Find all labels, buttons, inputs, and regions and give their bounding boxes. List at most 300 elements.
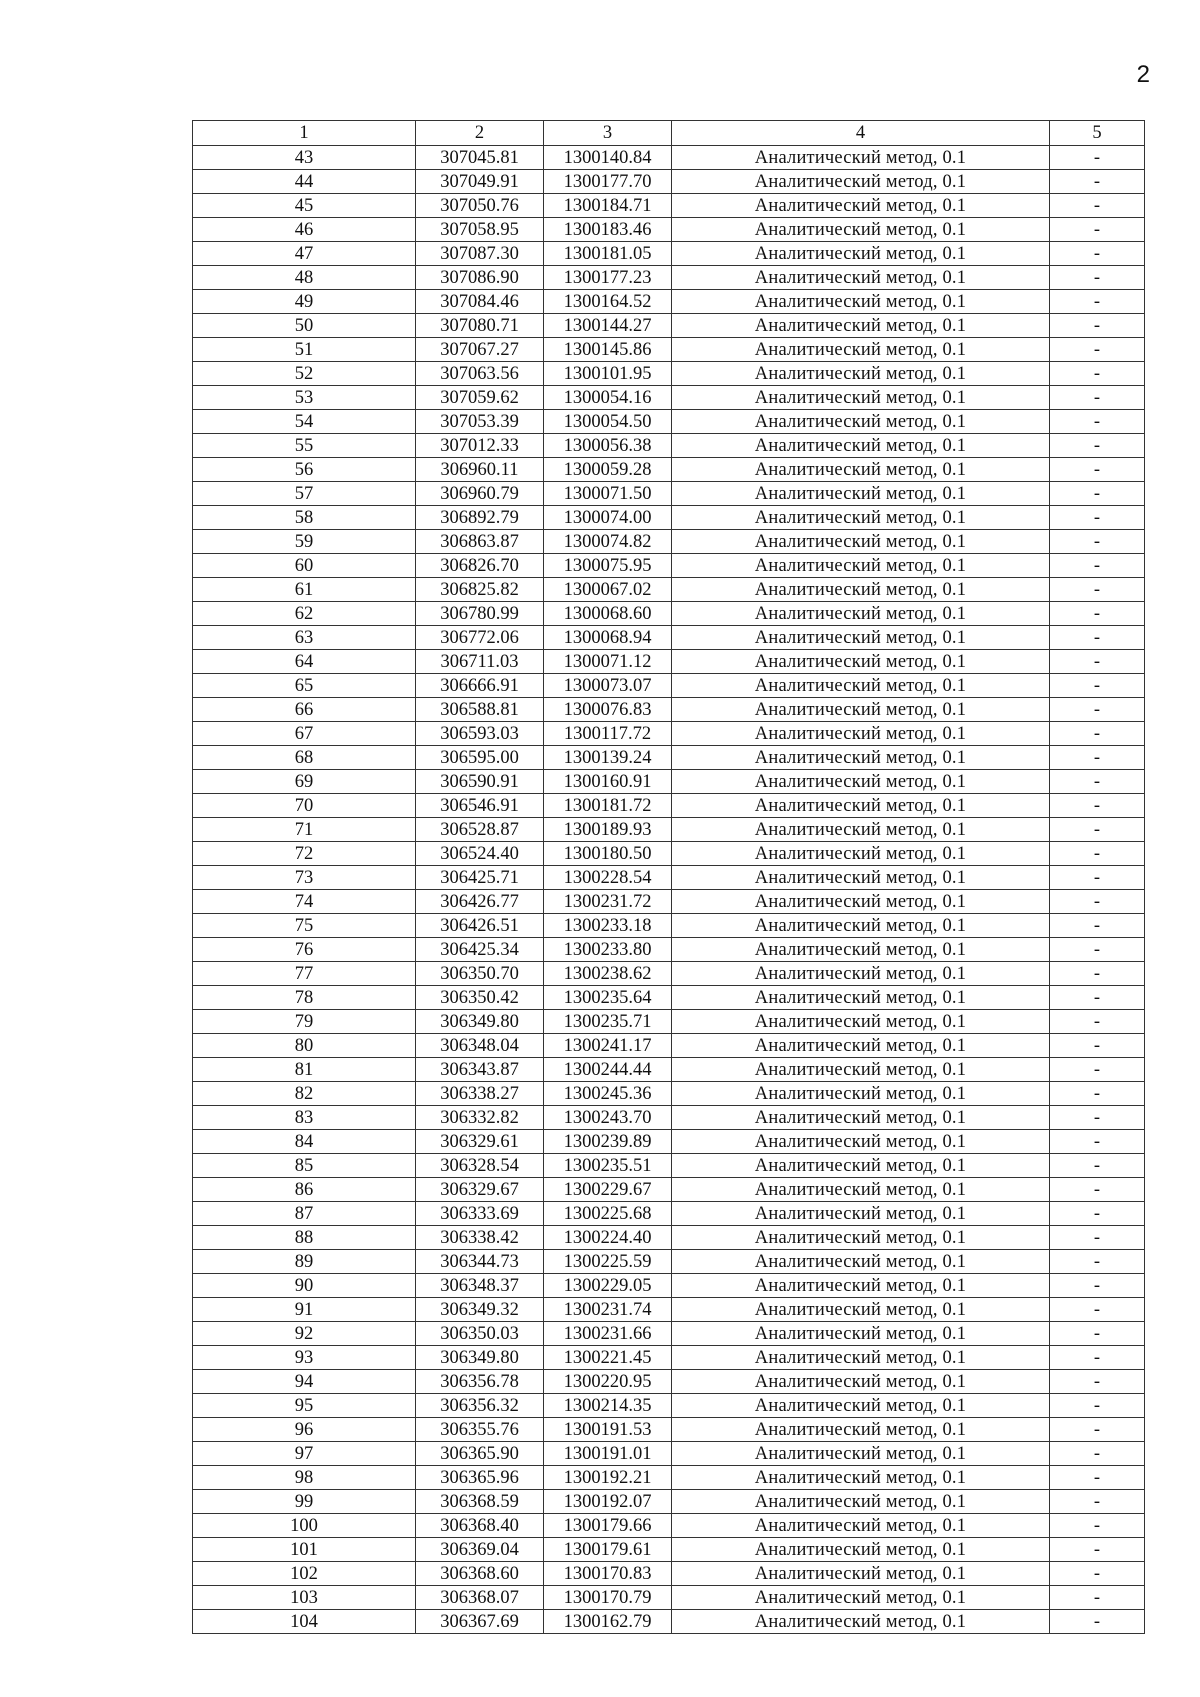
table-row: [193, 1298, 1145, 1322]
coordinate-y-cell: 1300192.07: [544, 1490, 672, 1514]
coordinate-x-cell: 307053.39: [416, 410, 544, 434]
note-cell: -: [1050, 818, 1145, 842]
table-row: [193, 1562, 1145, 1586]
point-number-cell: 77: [193, 962, 416, 986]
coordinate-x-cell: 306332.82: [416, 1106, 544, 1130]
method-cell: Аналитический метод, 0.1: [672, 578, 1050, 602]
note-cell: -: [1050, 146, 1145, 170]
method-cell: Аналитический метод, 0.1: [672, 506, 1050, 530]
table-row: [193, 674, 1145, 698]
coordinate-y-cell: 1300177.23: [544, 266, 672, 290]
method-cell: Аналитический метод, 0.1: [672, 1154, 1050, 1178]
table-row: [193, 1610, 1145, 1634]
method-cell: Аналитический метод, 0.1: [672, 338, 1050, 362]
method-cell: Аналитический метод, 0.1: [672, 650, 1050, 674]
table-row: [193, 1058, 1145, 1082]
table-row: [193, 1442, 1145, 1466]
method-cell: Аналитический метод, 0.1: [672, 1130, 1050, 1154]
point-number-cell: 44: [193, 170, 416, 194]
coordinate-x-cell: 306825.82: [416, 578, 544, 602]
table-row: [193, 146, 1145, 170]
note-cell: -: [1050, 674, 1145, 698]
table-row: [193, 914, 1145, 938]
coordinate-x-cell: 306960.79: [416, 482, 544, 506]
table-row: [193, 1010, 1145, 1034]
coordinate-x-cell: 307049.91: [416, 170, 544, 194]
coordinate-y-cell: 1300145.86: [544, 338, 672, 362]
coordinate-x-cell: 306368.40: [416, 1514, 544, 1538]
point-number-cell: 94: [193, 1370, 416, 1394]
point-number-cell: 45: [193, 194, 416, 218]
coordinate-x-cell: 306780.99: [416, 602, 544, 626]
method-cell: Аналитический метод, 0.1: [672, 458, 1050, 482]
coordinate-x-cell: 306338.27: [416, 1082, 544, 1106]
table-row: [193, 1226, 1145, 1250]
point-number-cell: 96: [193, 1418, 416, 1442]
point-number-cell: 86: [193, 1178, 416, 1202]
coordinate-x-cell: 306348.37: [416, 1274, 544, 1298]
column-header: 3: [544, 121, 672, 146]
coordinate-y-cell: 1300177.70: [544, 170, 672, 194]
coordinate-x-cell: 306338.42: [416, 1226, 544, 1250]
note-cell: -: [1050, 1490, 1145, 1514]
note-cell: -: [1050, 626, 1145, 650]
method-cell: Аналитический метод, 0.1: [672, 938, 1050, 962]
coordinate-x-cell: 306329.61: [416, 1130, 544, 1154]
table-row: [193, 866, 1145, 890]
coordinate-y-cell: 1300192.21: [544, 1466, 672, 1490]
coordinates-table: [192, 120, 1145, 1634]
coordinate-y-cell: 1300224.40: [544, 1226, 672, 1250]
point-number-cell: 85: [193, 1154, 416, 1178]
coordinate-x-cell: 306349.80: [416, 1346, 544, 1370]
coordinate-y-cell: 1300225.59: [544, 1250, 672, 1274]
table-header-row: [193, 121, 1145, 146]
note-cell: -: [1050, 434, 1145, 458]
method-cell: Аналитический метод, 0.1: [672, 410, 1050, 434]
point-number-cell: 91: [193, 1298, 416, 1322]
coordinate-x-cell: 306546.91: [416, 794, 544, 818]
coordinate-y-cell: 1300238.62: [544, 962, 672, 986]
point-number-cell: 54: [193, 410, 416, 434]
coordinate-x-cell: 306772.06: [416, 626, 544, 650]
method-cell: Аналитический метод, 0.1: [672, 1562, 1050, 1586]
table-row: [193, 1322, 1145, 1346]
coordinate-y-cell: 1300191.53: [544, 1418, 672, 1442]
coordinate-x-cell: 306426.77: [416, 890, 544, 914]
method-cell: Аналитический метод, 0.1: [672, 290, 1050, 314]
method-cell: Аналитический метод, 0.1: [672, 242, 1050, 266]
coordinate-y-cell: 1300183.46: [544, 218, 672, 242]
table-row: [193, 1274, 1145, 1298]
coordinate-y-cell: 1300231.66: [544, 1322, 672, 1346]
coordinate-x-cell: 306356.78: [416, 1370, 544, 1394]
table-row: [193, 266, 1145, 290]
table-row: [193, 770, 1145, 794]
point-number-cell: 102: [193, 1562, 416, 1586]
point-number-cell: 58: [193, 506, 416, 530]
method-cell: Аналитический метод, 0.1: [672, 986, 1050, 1010]
coordinate-x-cell: 307045.81: [416, 146, 544, 170]
coordinate-x-cell: 307063.56: [416, 362, 544, 386]
note-cell: -: [1050, 1370, 1145, 1394]
note-cell: -: [1050, 1202, 1145, 1226]
point-number-cell: 82: [193, 1082, 416, 1106]
coordinate-y-cell: 1300220.95: [544, 1370, 672, 1394]
method-cell: Аналитический метод, 0.1: [672, 1514, 1050, 1538]
point-number-cell: 98: [193, 1466, 416, 1490]
coordinate-x-cell: 307087.30: [416, 242, 544, 266]
method-cell: Аналитический метод, 0.1: [672, 722, 1050, 746]
coordinate-y-cell: 1300074.82: [544, 530, 672, 554]
table-row: [193, 1154, 1145, 1178]
method-cell: Аналитический метод, 0.1: [672, 674, 1050, 698]
note-cell: -: [1050, 242, 1145, 266]
point-number-cell: 53: [193, 386, 416, 410]
note-cell: -: [1050, 842, 1145, 866]
method-cell: Аналитический метод, 0.1: [672, 794, 1050, 818]
coordinate-x-cell: 306349.80: [416, 1010, 544, 1034]
point-number-cell: 88: [193, 1226, 416, 1250]
note-cell: -: [1050, 1538, 1145, 1562]
point-number-cell: 51: [193, 338, 416, 362]
table-row: [193, 482, 1145, 506]
point-number-cell: 47: [193, 242, 416, 266]
coordinate-x-cell: 306426.51: [416, 914, 544, 938]
coordinate-y-cell: 1300241.17: [544, 1034, 672, 1058]
coordinate-y-cell: 1300054.16: [544, 386, 672, 410]
coordinate-x-cell: 306328.54: [416, 1154, 544, 1178]
coordinate-x-cell: 306367.69: [416, 1610, 544, 1634]
method-cell: Аналитический метод, 0.1: [672, 1322, 1050, 1346]
point-number-cell: 60: [193, 554, 416, 578]
coordinate-x-cell: 306588.81: [416, 698, 544, 722]
coordinate-x-cell: 306368.59: [416, 1490, 544, 1514]
coordinate-x-cell: 306350.70: [416, 962, 544, 986]
note-cell: -: [1050, 266, 1145, 290]
coordinate-y-cell: 1300074.00: [544, 506, 672, 530]
note-cell: -: [1050, 1058, 1145, 1082]
note-cell: -: [1050, 362, 1145, 386]
note-cell: -: [1050, 194, 1145, 218]
table-row: [193, 1178, 1145, 1202]
point-number-cell: 56: [193, 458, 416, 482]
method-cell: Аналитический метод, 0.1: [672, 1178, 1050, 1202]
point-number-cell: 78: [193, 986, 416, 1010]
table-row: [193, 794, 1145, 818]
note-cell: -: [1050, 1226, 1145, 1250]
method-cell: Аналитический метод, 0.1: [672, 1490, 1050, 1514]
coordinate-y-cell: 1300221.45: [544, 1346, 672, 1370]
coordinate-x-cell: 306892.79: [416, 506, 544, 530]
point-number-cell: 104: [193, 1610, 416, 1634]
coordinate-x-cell: 306666.91: [416, 674, 544, 698]
coordinate-x-cell: 307086.90: [416, 266, 544, 290]
table-row: [193, 170, 1145, 194]
method-cell: Аналитический метод, 0.1: [672, 962, 1050, 986]
table-row: [193, 938, 1145, 962]
point-number-cell: 55: [193, 434, 416, 458]
note-cell: -: [1050, 1130, 1145, 1154]
point-number-cell: 84: [193, 1130, 416, 1154]
coordinate-y-cell: 1300179.66: [544, 1514, 672, 1538]
method-cell: Аналитический метод, 0.1: [672, 146, 1050, 170]
point-number-cell: 73: [193, 866, 416, 890]
method-cell: Аналитический метод, 0.1: [672, 194, 1050, 218]
table-row: [193, 626, 1145, 650]
note-cell: -: [1050, 578, 1145, 602]
coordinate-y-cell: 1300181.72: [544, 794, 672, 818]
coordinate-y-cell: 1300068.60: [544, 602, 672, 626]
method-cell: Аналитический метод, 0.1: [672, 1466, 1050, 1490]
method-cell: Аналитический метод, 0.1: [672, 602, 1050, 626]
column-header: 1: [193, 121, 416, 146]
column-header: 5: [1050, 121, 1145, 146]
coordinate-y-cell: 1300139.24: [544, 746, 672, 770]
coordinate-y-cell: 1300228.54: [544, 866, 672, 890]
coordinate-x-cell: 306369.04: [416, 1538, 544, 1562]
note-cell: -: [1050, 1418, 1145, 1442]
point-number-cell: 95: [193, 1394, 416, 1418]
point-number-cell: 103: [193, 1586, 416, 1610]
table-row: [193, 554, 1145, 578]
table-row: [193, 1106, 1145, 1130]
point-number-cell: 81: [193, 1058, 416, 1082]
method-cell: Аналитический метод, 0.1: [672, 1082, 1050, 1106]
method-cell: Аналитический метод, 0.1: [672, 818, 1050, 842]
method-cell: Аналитический метод, 0.1: [672, 914, 1050, 938]
note-cell: -: [1050, 506, 1145, 530]
table-row: [193, 1202, 1145, 1226]
coordinate-x-cell: 306356.32: [416, 1394, 544, 1418]
column-header: 4: [672, 121, 1050, 146]
note-cell: -: [1050, 290, 1145, 314]
point-number-cell: 69: [193, 770, 416, 794]
coordinate-y-cell: 1300071.50: [544, 482, 672, 506]
coordinate-y-cell: 1300191.01: [544, 1442, 672, 1466]
coordinate-y-cell: 1300245.36: [544, 1082, 672, 1106]
method-cell: Аналитический метод, 0.1: [672, 1370, 1050, 1394]
coordinate-y-cell: 1300068.94: [544, 626, 672, 650]
table-row: [193, 218, 1145, 242]
coordinate-x-cell: 306593.03: [416, 722, 544, 746]
table-row: [193, 1034, 1145, 1058]
method-cell: Аналитический метод, 0.1: [672, 1442, 1050, 1466]
table-row: [193, 602, 1145, 626]
table-row: [193, 818, 1145, 842]
coordinate-x-cell: 306524.40: [416, 842, 544, 866]
point-number-cell: 75: [193, 914, 416, 938]
point-number-cell: 63: [193, 626, 416, 650]
coordinate-y-cell: 1300180.50: [544, 842, 672, 866]
point-number-cell: 79: [193, 1010, 416, 1034]
table-row: [193, 1514, 1145, 1538]
note-cell: -: [1050, 1034, 1145, 1058]
point-number-cell: 90: [193, 1274, 416, 1298]
method-cell: Аналитический метод, 0.1: [672, 1202, 1050, 1226]
coordinate-y-cell: 1300140.84: [544, 146, 672, 170]
coordinate-y-cell: 1300225.68: [544, 1202, 672, 1226]
coordinate-y-cell: 1300229.67: [544, 1178, 672, 1202]
coordinate-y-cell: 1300071.12: [544, 650, 672, 674]
note-cell: -: [1050, 866, 1145, 890]
coordinate-y-cell: 1300235.51: [544, 1154, 672, 1178]
note-cell: -: [1050, 1562, 1145, 1586]
point-number-cell: 68: [193, 746, 416, 770]
coordinate-x-cell: 306350.42: [416, 986, 544, 1010]
method-cell: Аналитический метод, 0.1: [672, 842, 1050, 866]
method-cell: Аналитический метод, 0.1: [672, 1058, 1050, 1082]
note-cell: -: [1050, 410, 1145, 434]
coordinate-x-cell: 306863.87: [416, 530, 544, 554]
coordinate-y-cell: 1300056.38: [544, 434, 672, 458]
method-cell: Аналитический метод, 0.1: [672, 1274, 1050, 1298]
table-row: [193, 722, 1145, 746]
table-row: [193, 1082, 1145, 1106]
method-cell: Аналитический метод, 0.1: [672, 1010, 1050, 1034]
note-cell: -: [1050, 698, 1145, 722]
table-row: [193, 242, 1145, 266]
method-cell: Аналитический метод, 0.1: [672, 1106, 1050, 1130]
method-cell: Аналитический метод, 0.1: [672, 746, 1050, 770]
coordinate-y-cell: 1300235.71: [544, 1010, 672, 1034]
note-cell: -: [1050, 314, 1145, 338]
coordinate-x-cell: 306826.70: [416, 554, 544, 578]
point-number-cell: 74: [193, 890, 416, 914]
coordinate-y-cell: 1300243.70: [544, 1106, 672, 1130]
coordinate-x-cell: 306425.34: [416, 938, 544, 962]
point-number-cell: 59: [193, 530, 416, 554]
point-number-cell: 76: [193, 938, 416, 962]
method-cell: Аналитический метод, 0.1: [672, 626, 1050, 650]
note-cell: -: [1050, 890, 1145, 914]
coordinate-x-cell: 306595.00: [416, 746, 544, 770]
note-cell: -: [1050, 1610, 1145, 1634]
method-cell: Аналитический метод, 0.1: [672, 866, 1050, 890]
note-cell: -: [1050, 1586, 1145, 1610]
coordinate-x-cell: 306333.69: [416, 1202, 544, 1226]
method-cell: Аналитический метод, 0.1: [672, 1298, 1050, 1322]
method-cell: Аналитический метод, 0.1: [672, 1394, 1050, 1418]
table-row: [193, 962, 1145, 986]
coordinate-x-cell: 306368.07: [416, 1586, 544, 1610]
note-cell: -: [1050, 338, 1145, 362]
coordinate-x-cell: 307067.27: [416, 338, 544, 362]
point-number-cell: 65: [193, 674, 416, 698]
note-cell: -: [1050, 1346, 1145, 1370]
table-row: [193, 1538, 1145, 1562]
point-number-cell: 57: [193, 482, 416, 506]
table-row: [193, 746, 1145, 770]
method-cell: Аналитический метод, 0.1: [672, 314, 1050, 338]
coordinate-x-cell: 307012.33: [416, 434, 544, 458]
coordinate-y-cell: 1300144.27: [544, 314, 672, 338]
coordinate-y-cell: 1300073.07: [544, 674, 672, 698]
coordinate-x-cell: 306365.96: [416, 1466, 544, 1490]
coordinate-x-cell: 306960.11: [416, 458, 544, 482]
method-cell: Аналитический метод, 0.1: [672, 1586, 1050, 1610]
coordinate-x-cell: 307084.46: [416, 290, 544, 314]
table-row: [193, 986, 1145, 1010]
point-number-cell: 61: [193, 578, 416, 602]
method-cell: Аналитический метод, 0.1: [672, 770, 1050, 794]
coordinate-y-cell: 1300164.52: [544, 290, 672, 314]
coordinate-y-cell: 1300117.72: [544, 722, 672, 746]
coordinate-x-cell: 306348.04: [416, 1034, 544, 1058]
coordinate-y-cell: 1300189.93: [544, 818, 672, 842]
method-cell: Аналитический метод, 0.1: [672, 266, 1050, 290]
coordinate-y-cell: 1300075.95: [544, 554, 672, 578]
table-row: [193, 410, 1145, 434]
method-cell: Аналитический метод, 0.1: [672, 1418, 1050, 1442]
table-row: [193, 1130, 1145, 1154]
table-row: [193, 1250, 1145, 1274]
coordinate-x-cell: 306343.87: [416, 1058, 544, 1082]
note-cell: -: [1050, 1274, 1145, 1298]
point-number-cell: 48: [193, 266, 416, 290]
coordinate-y-cell: 1300233.18: [544, 914, 672, 938]
note-cell: -: [1050, 386, 1145, 410]
table-row: [193, 1466, 1145, 1490]
point-number-cell: 97: [193, 1442, 416, 1466]
note-cell: -: [1050, 770, 1145, 794]
note-cell: -: [1050, 1154, 1145, 1178]
note-cell: -: [1050, 1322, 1145, 1346]
note-cell: -: [1050, 1466, 1145, 1490]
coordinate-x-cell: 306590.91: [416, 770, 544, 794]
coordinate-x-cell: 307080.71: [416, 314, 544, 338]
coordinate-y-cell: 1300214.35: [544, 1394, 672, 1418]
table-row: [193, 362, 1145, 386]
point-number-cell: 70: [193, 794, 416, 818]
note-cell: -: [1050, 530, 1145, 554]
coordinate-y-cell: 1300239.89: [544, 1130, 672, 1154]
coordinate-y-cell: 1300160.91: [544, 770, 672, 794]
coordinate-y-cell: 1300235.64: [544, 986, 672, 1010]
coordinate-y-cell: 1300170.83: [544, 1562, 672, 1586]
note-cell: -: [1050, 722, 1145, 746]
coordinate-y-cell: 1300244.44: [544, 1058, 672, 1082]
point-number-cell: 101: [193, 1538, 416, 1562]
coordinate-x-cell: 306528.87: [416, 818, 544, 842]
coordinate-y-cell: 1300231.72: [544, 890, 672, 914]
point-number-cell: 43: [193, 146, 416, 170]
coordinate-y-cell: 1300179.61: [544, 1538, 672, 1562]
note-cell: -: [1050, 1514, 1145, 1538]
coordinate-y-cell: 1300059.28: [544, 458, 672, 482]
method-cell: Аналитический метод, 0.1: [672, 890, 1050, 914]
coordinate-x-cell: 306425.71: [416, 866, 544, 890]
note-cell: -: [1050, 554, 1145, 578]
table-row: [193, 890, 1145, 914]
method-cell: Аналитический метод, 0.1: [672, 386, 1050, 410]
method-cell: Аналитический метод, 0.1: [672, 1250, 1050, 1274]
point-number-cell: 50: [193, 314, 416, 338]
method-cell: Аналитический метод, 0.1: [672, 698, 1050, 722]
coordinate-y-cell: 1300231.74: [544, 1298, 672, 1322]
note-cell: -: [1050, 962, 1145, 986]
table-row: [193, 1490, 1145, 1514]
table-row: [193, 290, 1145, 314]
coordinate-y-cell: 1300181.05: [544, 242, 672, 266]
table-row: [193, 338, 1145, 362]
note-cell: -: [1050, 1010, 1145, 1034]
coordinate-x-cell: 306329.67: [416, 1178, 544, 1202]
method-cell: Аналитический метод, 0.1: [672, 554, 1050, 578]
note-cell: -: [1050, 602, 1145, 626]
method-cell: Аналитический метод, 0.1: [672, 218, 1050, 242]
point-number-cell: 52: [193, 362, 416, 386]
